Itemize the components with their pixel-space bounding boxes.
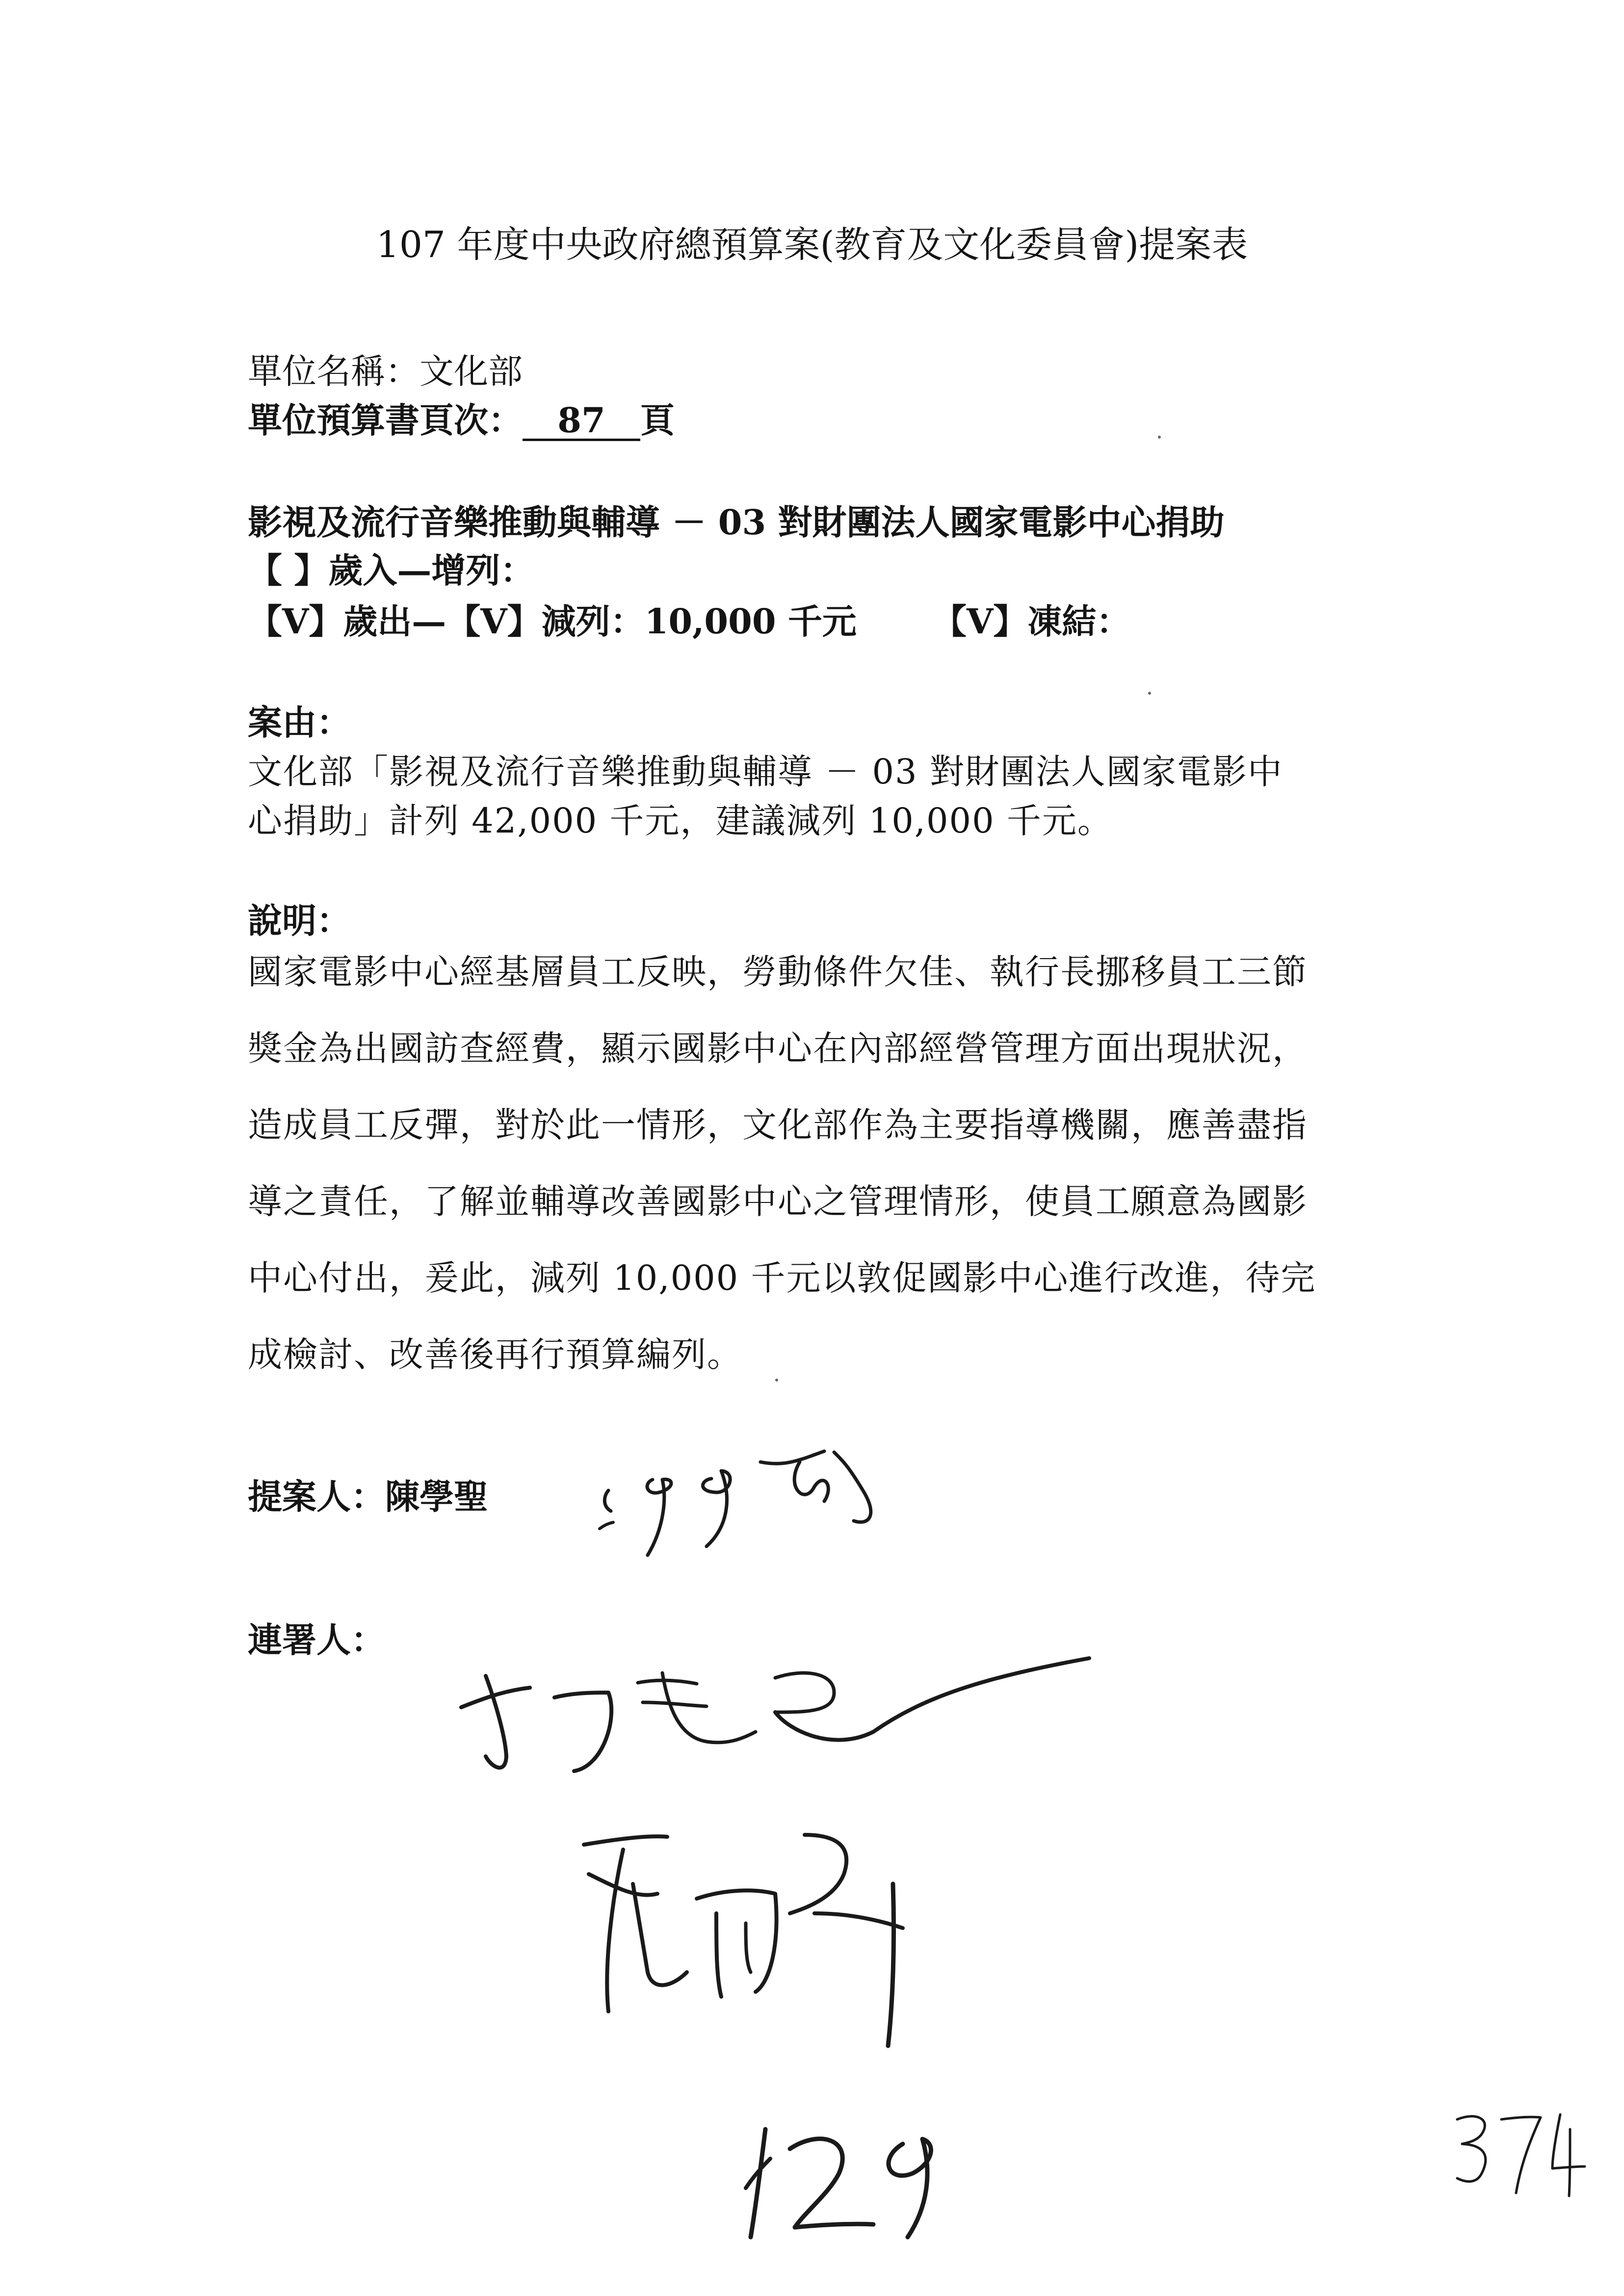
freeze-row [932,601,1131,642]
explanation-line: 成檢討、改善後再行預算編列。 [248,1334,742,1375]
cut-label: 減列： [541,601,645,642]
page-stamp-handwriting [1447,2100,1585,2198]
cosigner-label: 連署人： [248,1619,385,1660]
freeze-label: 凍結： [1027,601,1131,642]
proposer-signature [589,1433,903,1560]
revenue-line: 【 】歲入—增列： [248,550,535,591]
scan-speck [1158,436,1161,439]
reason-line: 心捐助」計列 42,000 千元，建議減列 10,000 千元。 [248,801,1113,841]
expense-label: 歲出— [343,601,446,642]
unit-name-label: 單位名稱： [248,351,419,391]
reason-heading: 案由： [248,702,351,743]
cut-checkbox: 【V】 [446,601,542,642]
explanation-line: 造成員工反彈，對於此一情形，文化部作為主要指導機關，應善盡指 [248,1105,1308,1145]
scan-speck [1148,692,1151,695]
document-title: 107 年度中央政府總預算案(教育及文化委員會)提案表 [376,224,1248,266]
budget-page-suffix: 頁 [640,400,675,441]
proposer-row [248,1476,488,1517]
explanation-line: 獎金為出國訪查經費，顯示國影中心在內部經營管理方面出現狀況， [248,1028,1308,1069]
cut-amount: 10,000 千元 [644,601,857,642]
explanation-line: 導之責任，了解並輔導改善國影中心之管理情形，使員工願意為國影 [248,1181,1308,1222]
program-line: 影視及流行音樂推動與輔導 － 03 對財團法人國家電影中心捐助 [248,502,1225,543]
proposer-name: 陳學聖 [385,1476,488,1517]
budget-page-row [248,400,675,441]
cosigner-signature-second [569,1815,952,2051]
explanation-line: 國家電影中心經基層員工反映，勞動條件欠佳、執行長挪移員工三節 [248,952,1308,992]
expense-row [248,601,857,642]
freeze-checkbox: 【V】 [932,601,1028,642]
explanation-heading: 說明： [248,900,351,941]
handwritten-number-129 [726,2119,981,2247]
budget-page-label: 單位預算書頁次： [248,400,523,441]
reason-line: 文化部「影視及流行音樂推動與輔導 － 03 對財團法人國家電影中 [248,752,1283,792]
budget-page-number: 87 [523,403,640,441]
unit-name-row [248,351,523,391]
scan-speck [775,1379,778,1382]
cosigner-signature [432,1619,1099,1845]
explanation-line: 中心付出，爰此，減列 10,000 千元以敦促國影中心進行改進，待完 [248,1258,1316,1298]
unit-name-value: 文化部 [419,351,523,391]
expense-checkbox: 【V】 [248,601,343,642]
proposer-label: 提案人： [248,1476,385,1517]
